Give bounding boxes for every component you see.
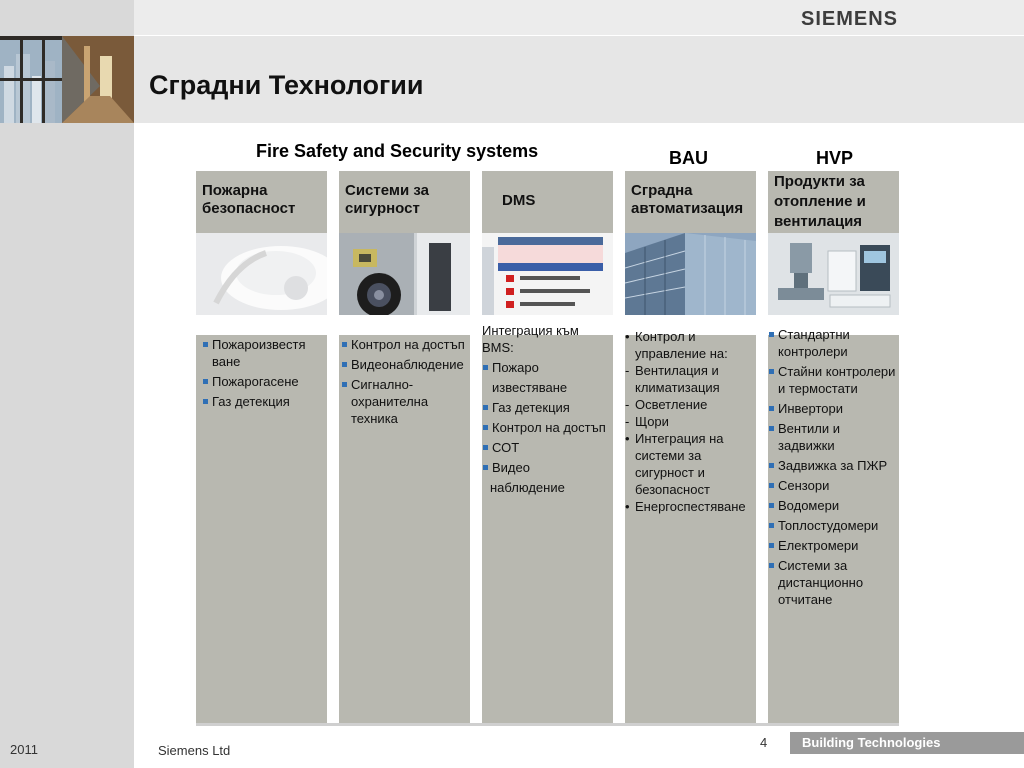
list-item: - Вентилация и климатизация — [625, 362, 756, 396]
list-item: Интеграция към BMS: — [482, 323, 579, 355]
list-item: Топлостудомери — [768, 517, 899, 534]
list-item: Водомери — [768, 497, 899, 514]
white-band — [196, 315, 327, 335]
column-dms — [482, 171, 613, 723]
column-fire-safety — [196, 171, 327, 723]
footer-division-band — [790, 732, 1024, 754]
item-list — [625, 328, 756, 515]
list-item: Видеонаблюдение — [341, 356, 469, 373]
list-item: Стайни контролери и термостати — [768, 363, 899, 397]
column-security-systems — [339, 171, 470, 723]
list-item: Инвертори — [768, 400, 899, 417]
list-item: Стандартни контролери — [768, 326, 899, 360]
list-item: наблюдение — [490, 480, 565, 495]
group-title-fire-safety: Fire Safety and Security systems — [256, 141, 539, 161]
white-band — [339, 315, 470, 335]
list-item: Вентили и задвижки — [768, 420, 899, 454]
footer-year: 2011 — [10, 742, 38, 757]
list-item: Системи за дистанционно отчитане — [768, 557, 899, 608]
group-title-bau: BAU — [669, 148, 708, 168]
smoke-detector-image — [196, 233, 327, 315]
camera-image — [339, 233, 470, 315]
group-title-hvp: HVP — [816, 148, 854, 168]
list-item: Контрол на достъп — [482, 419, 610, 436]
column-building-automation — [625, 171, 756, 723]
item-list — [482, 322, 610, 499]
page-number: 4 — [760, 735, 768, 750]
list-item: Сензори — [768, 477, 899, 494]
item-list — [768, 326, 899, 611]
list-item: Контрол на достъп — [341, 336, 469, 353]
footer-company: Siemens Ltd — [158, 743, 231, 758]
list-item: Електромери — [768, 537, 899, 554]
column-header: DMS — [502, 192, 536, 209]
page-title: Сградни Технологии — [149, 70, 424, 100]
list-item: известяване — [492, 380, 568, 395]
list-item: Задвижка за ПЖР — [768, 457, 899, 474]
item-list — [341, 336, 469, 430]
column-header: Системи за сигурност — [345, 182, 429, 217]
list-item: • Интеграция на системи за сигурност и безопасност — [625, 430, 756, 498]
list-item: Газ детекция — [202, 393, 324, 410]
list-item: Пожароизвестя ване — [202, 336, 324, 370]
list-item: Пожарогасене — [202, 373, 324, 390]
list-item: • Контрол и управление на: — [625, 328, 756, 362]
list-item: - Щори — [625, 413, 756, 430]
glass-building-image — [625, 233, 756, 315]
column-heating-ventilation-products — [768, 171, 899, 723]
siemens-logo: SIEMENS — [801, 8, 899, 30]
baseline-divider — [196, 723, 899, 726]
list-item: Сигнално-охранителна техника — [341, 376, 469, 427]
hvac-products-image — [768, 233, 899, 315]
list-item: • Енергоспестяване — [625, 498, 756, 515]
column-header: Продукти за отопление и вентилация — [774, 173, 866, 230]
list-item: Видео — [482, 459, 610, 476]
footer-division-label: Building Technologies — [802, 735, 941, 750]
column-header: Сградна автоматизация — [631, 182, 744, 217]
column-header: Пожарна безопасност — [202, 182, 296, 217]
building-interior-photo — [0, 36, 134, 123]
list-item: - Осветление — [625, 396, 756, 413]
list-item: Пожаро — [482, 359, 610, 376]
list-item: СОТ — [482, 439, 610, 456]
dms-software-screenshot — [482, 233, 613, 315]
list-item: Газ детекция — [482, 399, 610, 416]
item-list — [202, 336, 324, 413]
